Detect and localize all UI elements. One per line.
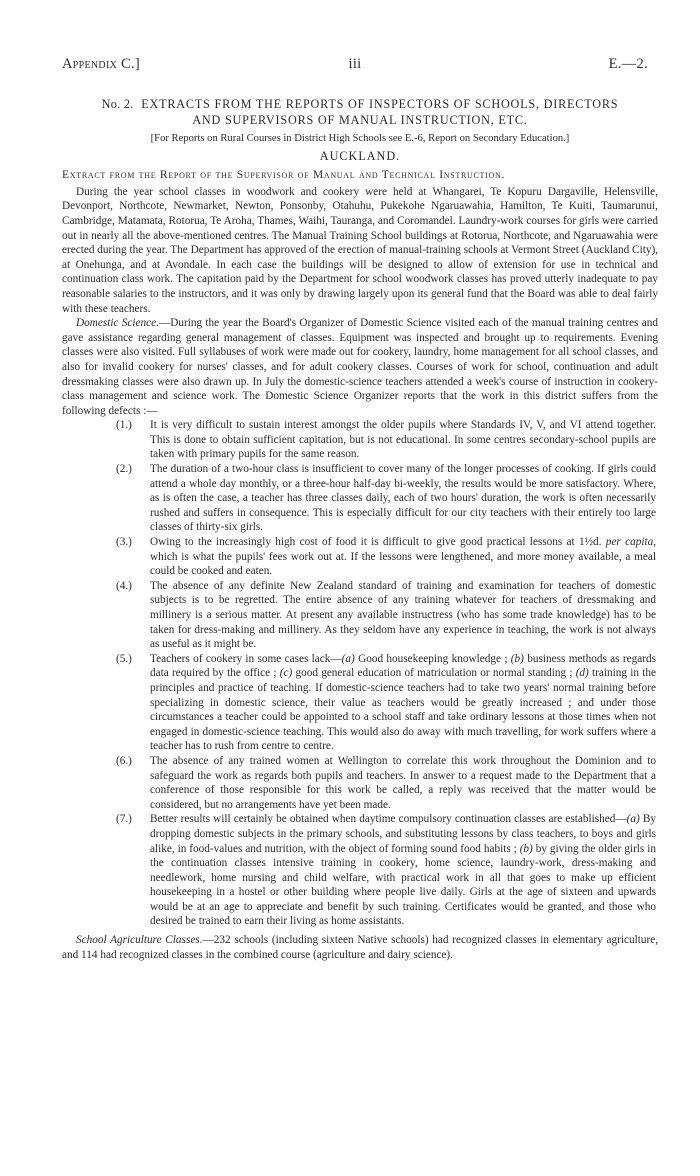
- list-item-text-part: Better results will certainly be obtained when daytime compulsory continuation classes are established—: [150, 813, 627, 826]
- domestic-science-text: —During the year the Board's Organizer of Domestic Science visited each of the manual training centres and gave assistance regarding general management of classes. Equipment was inspected and brought up to requirements. Evening classes were also visited. Full syllabuses of work were made out for cookery, laundry, home management for all school classes, and also for invalid cookery for nurses' classes, and for adult cookery classes. Courses of work for school, continuation and adult dressmaking classes were also drawn up. In July the domestic-science teachers attended a week's course of instruction in cookery-class management and science work. The Domestic Science Organizer reports that the work in this district suffers from the following defects :—: [62, 317, 658, 417]
- running-head: [62, 56, 648, 76]
- region-heading: AUCKLAND.: [319, 148, 401, 163]
- list-item-text: The absence of any trained women at Wellington to correlate this work throughout the Dominion and to safeguard the work as regards both pupils and teachers. In answer to a request made to the Department that a conference of those responsible for this work be called, a reply was received that the matter would be considered, but no arrangements have yet been made.: [150, 754, 656, 811]
- section-heading: [62, 97, 658, 128]
- section-number: No. 2.: [101, 97, 134, 111]
- sub-item-label: (a): [626, 813, 640, 826]
- list-item-text-part: Good housekeeping knowledge ;: [354, 652, 511, 665]
- page-content: [62, 97, 658, 962]
- domestic-science-run-in: Domestic Science.: [76, 317, 159, 330]
- list-item-text-part: Teachers of cookery in some cases lack—: [150, 652, 342, 665]
- section-title-line1: EXTRACTS FROM THE REPORTS OF INSPECTORS OF SCHOOLS, DIRECTORS: [141, 97, 619, 111]
- sub-item-label: (a): [341, 652, 355, 665]
- paragraph-domestic-science: [62, 316, 658, 418]
- list-item: [62, 754, 658, 812]
- list-item-number: (1.): [116, 419, 132, 432]
- list-item-number: (7.): [116, 813, 132, 826]
- section-subtitle: [For Reports on Rural Courses in District High Schools see E.-6, Report on Secondary Education.]: [150, 133, 570, 144]
- extract-heading: Extract from the Report of the Supervisor of Manual and Technical Instruction.: [62, 168, 506, 182]
- sub-item-label: (c): [279, 667, 293, 680]
- list-item-number: (4.): [116, 579, 132, 592]
- sub-item-label: (b): [519, 842, 533, 855]
- list-item-text-part: training in the principles and practice of teaching. If domestic-science teachers had to take two years' normal training before specializing in domestic science, their value as teachers would be greatly increased ; and under those circumstances a teacher could be appointed to a school staff and take ordinary lessons at those times when not engaged in domestic-science teaching. This would also do away with much travelling, for work suffers where a teacher has to rush from centre to centre.: [150, 667, 656, 753]
- list-item-number: (5.): [116, 652, 132, 665]
- list-item: [62, 418, 658, 462]
- list-item: [62, 462, 658, 535]
- list-item-text-after: , which is what the pupils' fees work out at. If the lessons were lengthened, and more money available, a meal could be cooked and eaten.: [150, 536, 657, 578]
- list-item-text-part: good general education of matriculation or normal standing ;: [292, 667, 576, 680]
- sub-item-label: (d): [575, 667, 589, 680]
- list-item-number: (3.): [116, 536, 132, 549]
- running-head-right: E.—2.: [608, 56, 648, 72]
- list-item-text-part: By dropping domestic subjects in the primary schools, and substituting lessons by class teachers, to boys and girls alike, in food-values and nutrition, with the object of forming sound food habits ;: [150, 813, 656, 855]
- list-item: [62, 652, 658, 754]
- list-item-number: (2.): [116, 463, 132, 476]
- list-item-text-part: business methods as regards data required by the office ;: [150, 652, 656, 680]
- running-head-left: Appendix C.]: [62, 56, 141, 72]
- list-item-text-before: Owing to the increasingly high cost of food it is difficult to give good practical lessons at 1½d.: [150, 536, 606, 549]
- list-item-text: The duration of a two-hour class is insufficient to cover many of the longer processes of cooking. If girls could attend a whole day monthly, or a three-hour half-day bi-weekly, the results would be more satisfactory. Where, as is often the case, a teacher has three classes daily, each of two hours' duration, the work is often necessarily rushed and suffers in consequence. This is especially difficult for our city teachers with their entirely too large classes of thirty-six girls.: [150, 463, 656, 534]
- sub-item-label: (b): [510, 652, 524, 665]
- list-item-text-part: by giving the older girls in the continuation classes intensive training in cookery, home science, laundry-work, dress-making and needlework, home nursing and child welfare, with practical work in all that goes to make up efficient housekeeping in a hostel or other building where people live daily. Girls at the age of sixteen and upwards would be at an age to appreciate and benefit by such training. Certificates would be granted, and those who desired be trained to earn their living as home assistants.: [150, 842, 656, 928]
- list-item-text: It is very difficult to sustain interest amongst the older pupils where Standards IV, V, and VI attend together. This is done to obtain sufficient capitation, but is not educational. In some centres secondary-school pupils are taken with primary pupils for the same reason.: [150, 419, 656, 461]
- list-item: [62, 579, 658, 652]
- per-capita-italic: per capita: [605, 536, 654, 549]
- page-number: iii: [348, 56, 362, 72]
- paragraph-woodwork-cookery: During the year school classes in woodwork and cookery were held at Whangarei, Te Kopuru Dargaville, Helensville, Devonport, Northcote, Newmarket, Newton, Ponsonby, Otahuhu, Pukekohe Ngaruawahia, Hamilton, Te Kuiti, Taumarunui, Cambridge, Matamata, Rotorua, Te Aroha, Thames, Waihi, Tauranga, and Coromandel. Laundry-work courses for girls were carried out in nearly all the above-mentioned centres. The Manual Training School buildings at Rotorua, Northcote, and Ngaruawahia were erected during the year. The Department has approved of the erection of manual-training schools at Vermont Street (Auckland City), at Onehunga, and at Avondale. In each case the buildings will be designed to allow of extension for use in technical and continuation class work. The capitation paid by the Department for school woodwork classes has proved utterly inadequate to pay reasonable salaries to the instructors, and it was only by drawing largely upon its general fund that the Board was able to deal fairly with these teachers.: [62, 185, 658, 315]
- list-item: [62, 535, 658, 579]
- list-item-number: (6.): [116, 754, 132, 767]
- list-item: [62, 812, 658, 929]
- section-title-line2: AND SUPERVISORS OF MANUAL INSTRUCTION, ETC.: [192, 112, 528, 127]
- list-item-text: The absence of any definite New Zealand standard of training and examination for teachers of domestic subjects is to be regretted. The entire absence of any training whatever for teachers of dressmaking and millinery is a serious matter. At present any available instructress (who has some trade knowledge) has to be taken for dress-making and millinery. As they seldom have any experience in teaching, the work is not always as useful as it might be.: [150, 579, 656, 651]
- paragraph-school-agriculture: [62, 933, 658, 962]
- school-agriculture-text: —232 schools (including sixteen Native schools) had recognized classes in elementary agriculture, and 114 had recognized classes in the combined course (agriculture and dairy science).: [62, 934, 659, 961]
- school-agriculture-run-in: School Agriculture Classes.: [76, 934, 203, 947]
- defects-list: [62, 418, 658, 929]
